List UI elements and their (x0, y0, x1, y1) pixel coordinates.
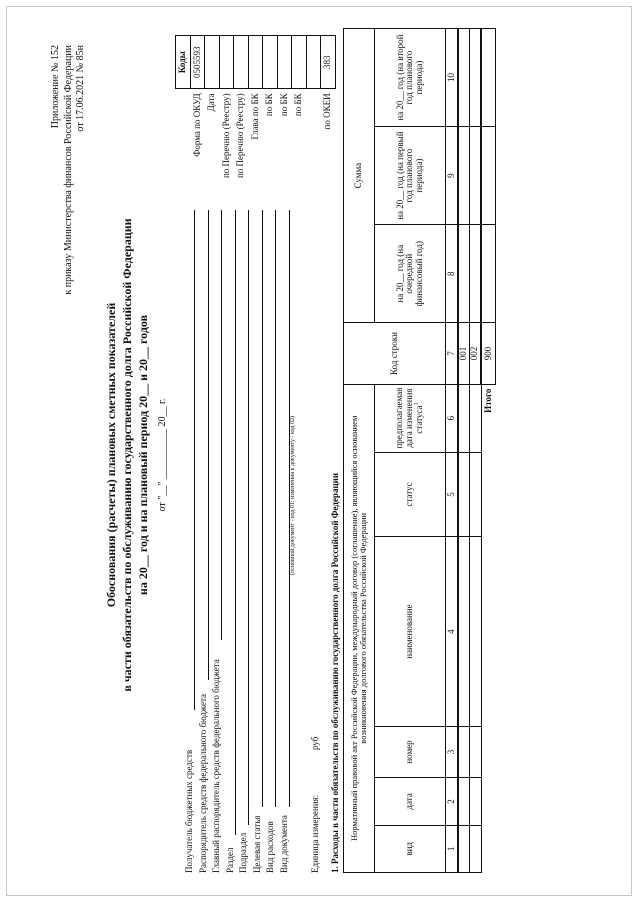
total-label: Итого (482, 388, 493, 413)
code-label: по Перечню (Реестру) (235, 93, 246, 179)
col-number: 7 (446, 323, 459, 384)
document-date-line: от "__" __________ 20__ г. (157, 398, 168, 512)
field-subsection: Подраздел (238, 832, 248, 873)
field-chief-manager: Главный распорядитель средств федерального бюджета (211, 659, 221, 873)
field-document-type: Вид документа (278, 815, 289, 873)
appendix-number: Приложение № 152 (50, 45, 61, 129)
col-number: 10 (446, 29, 459, 127)
col-name-header: наименование (375, 537, 446, 726)
col-number: 3 (446, 726, 459, 777)
field-target-item: Целевая статья (251, 815, 262, 873)
code-value (306, 36, 321, 89)
legal-act-group-header: Нормативный правовой акт Российской Федерации, международный договор (соглашение), являющийся основанием возникновения долгового обязательства Российской Федерации (344, 384, 375, 872)
unit-label: Единица измерения: (310, 794, 320, 873)
sum-header: Сумма (344, 29, 375, 323)
col-number: 6 (446, 384, 459, 452)
code-value (292, 36, 307, 89)
title-line-3: на 20__ год и на плановый период 20__ и 20__ годов (136, 314, 151, 596)
col-status-header: статус (375, 452, 446, 537)
order-reference: к приказу Министерства финансов Российской Федерации (62, 45, 74, 295)
codes-header: Коды (176, 36, 191, 89)
line-code: 001 (458, 323, 470, 384)
col-number: 5 (446, 452, 459, 537)
col-number-header: номер (375, 726, 446, 777)
code-label: по БК (278, 93, 289, 117)
fill-line (194, 210, 195, 710)
unit-value: руб (310, 736, 320, 750)
col-number: 9 (446, 127, 459, 225)
document-title (103, 15, 152, 895)
line-code-header: Код строки (344, 323, 446, 384)
okei-value: 383 (321, 36, 336, 89)
total-code: 900 (481, 323, 496, 384)
col-number: 1 (446, 825, 459, 872)
code-value (277, 36, 292, 89)
table-row (470, 29, 482, 873)
sum-year-2-header: на 20__ год (на первый год планового периода) (375, 127, 446, 225)
code-label: по ОКЕИ (322, 93, 333, 130)
title-line-2: в части обязательств по обслуживанию государственного долга Российской Федерации (120, 218, 135, 692)
fill-line (221, 210, 222, 640)
code-value (234, 36, 249, 89)
sum-year-3-header: на 20__ год (на второй год планового периода) (375, 29, 446, 127)
code-label: по Перечню (Реестру) (220, 93, 231, 179)
col-vid-header: вид (375, 825, 446, 872)
order-date: от 17.06.2021 № 85н (75, 45, 86, 132)
total-row (481, 29, 496, 873)
sum-year-1-header: на 20__ год (на очередной финансовый год) (375, 225, 446, 323)
codes-table (175, 35, 336, 185)
table-row (458, 29, 470, 873)
col-number: 8 (446, 225, 459, 323)
order-header (50, 45, 88, 295)
col-change-date-header: предполагаемая дата изменения статуса$^1$ (375, 384, 446, 452)
fill-line (275, 210, 276, 807)
col-date-header: дата (375, 778, 446, 825)
field-expense-type: Вид расходов (265, 821, 275, 873)
okud-value: 0505593 (190, 36, 205, 89)
code-value (263, 36, 278, 89)
code-label: по БК (264, 93, 275, 117)
expenses-table (343, 28, 496, 873)
code-label: Дата (206, 93, 217, 112)
line-code: 002 (470, 323, 482, 384)
code-label: по БК (293, 93, 304, 117)
field-section: Раздел (224, 847, 235, 873)
document-type-note: (основной документ - код 01; изменения к документу - код 02) (290, 416, 296, 575)
code-label: Глава по БК (249, 93, 260, 140)
code-value (205, 36, 220, 89)
field-manager: Распорядитель средств федерального бюджета (197, 693, 208, 873)
rotated-document-page (25, 15, 615, 895)
fill-line (248, 210, 249, 825)
field-recipient: Получатель бюджетных средств (184, 749, 194, 873)
code-label: Форма по ОКУД (191, 93, 202, 157)
fill-line (208, 210, 209, 680)
title-line-1: Обоснования (расчеты) плановых сметных показателей (104, 302, 118, 608)
col-number: 4 (446, 537, 459, 726)
code-value (219, 36, 234, 89)
code-value (248, 36, 263, 89)
fill-line (235, 210, 236, 835)
section-1-title: 1. Расходы в части обязательств по обслуживанию государственного долга Российской Федерации (330, 473, 340, 873)
fill-line (262, 210, 263, 807)
col-number: 2 (446, 778, 459, 825)
